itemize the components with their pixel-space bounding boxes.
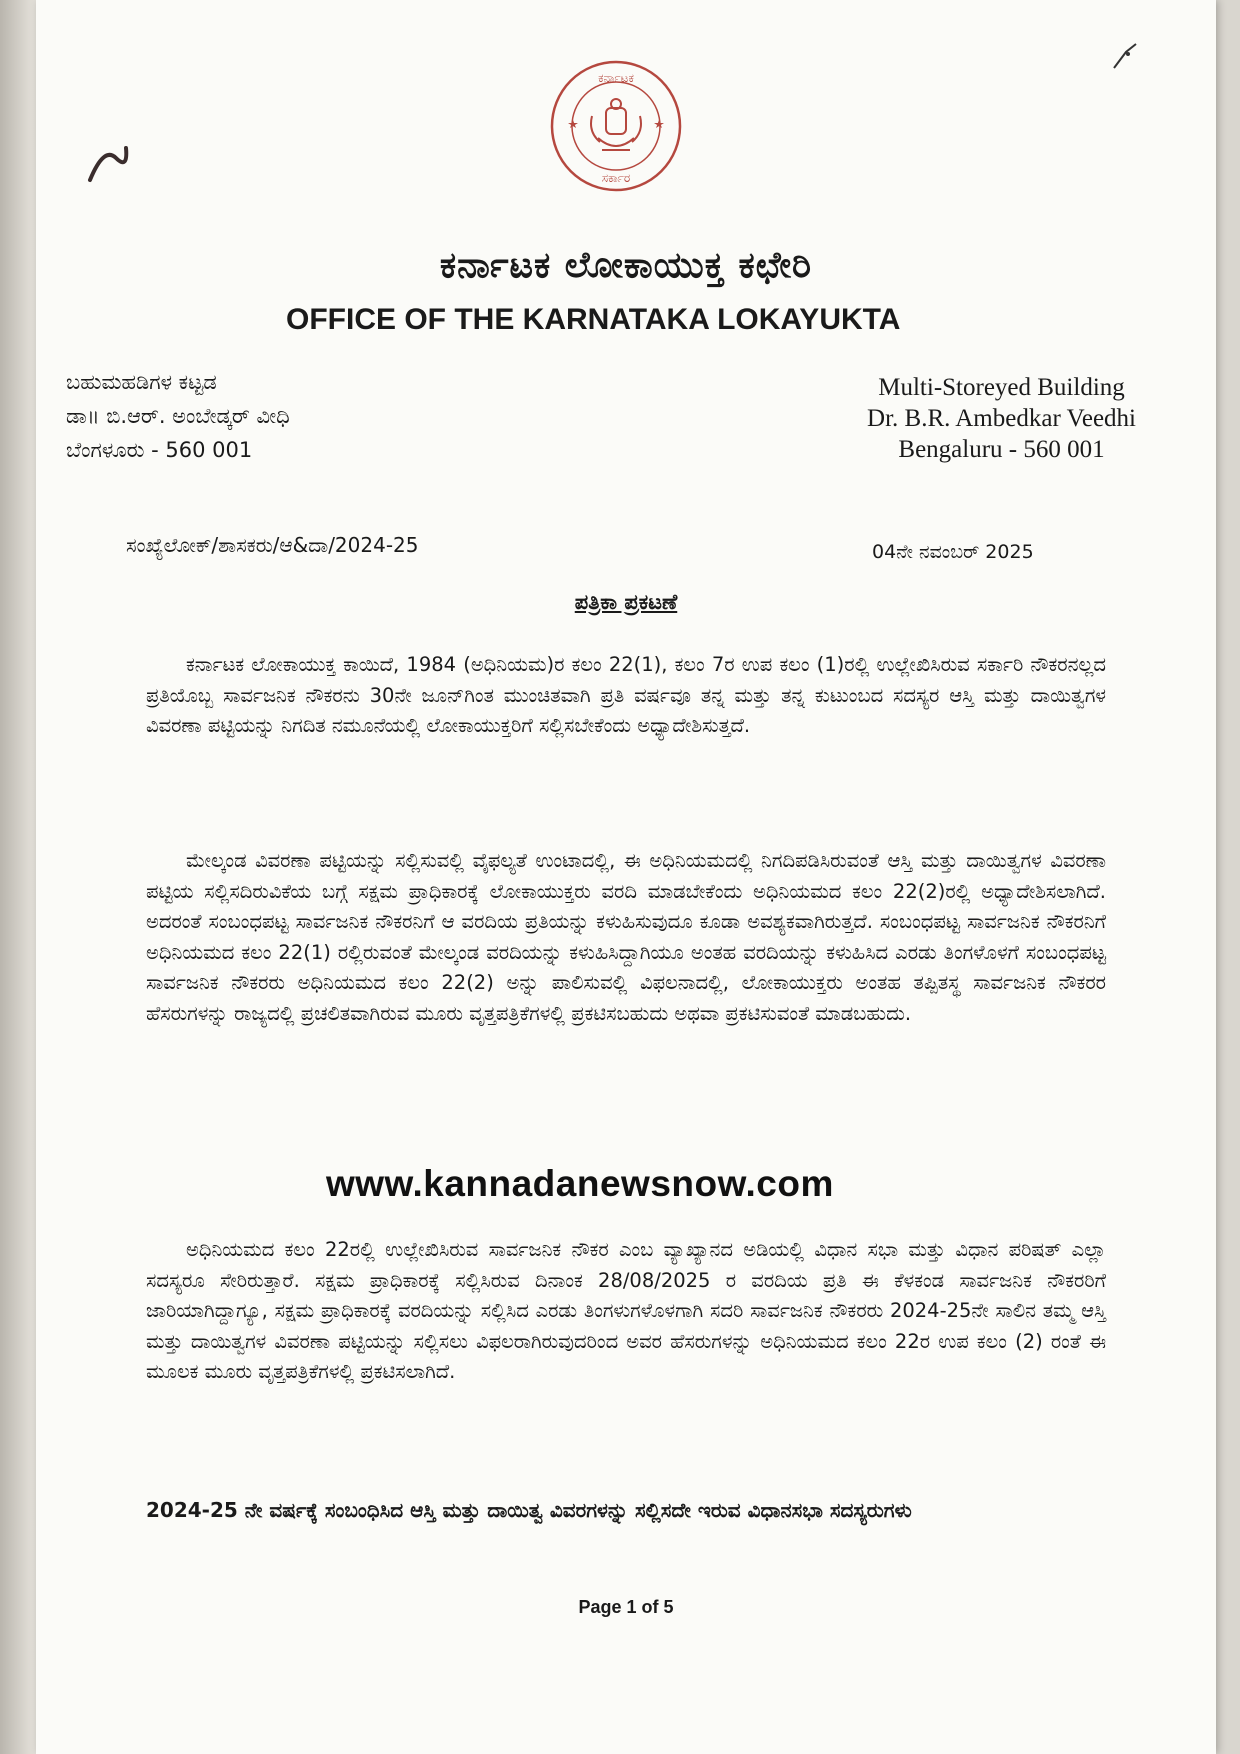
address-english-line: Multi-Storeyed Building <box>878 374 1125 401</box>
address-english <box>867 372 1136 465</box>
office-title-english: OFFICE OF THE KARNATAKA LOKAYUKTA <box>286 303 901 336</box>
ink-speck <box>1106 38 1146 78</box>
body-paragraph: ಕರ್ನಾಟಕ ಲೋಕಾಯುಕ್ತ ಕಾಯಿದೆ, 1984 (ಅಧಿನಿಯಮ)ರ ಕಲಂ 22(1), ಕಲಂ 7ರ ಉಪ ಕಲಂ (1)ರಲ್ಲಿ ಉಲ್ಲೇಖಿಸಿರುವ ಸರ್ಕಾರಿ ನೌಕರನಲ್ಲದ ಪ್ರತಿಯೊಬ್ಬ ಸಾರ್ವಜನಿಕ ನೌಕರನು 30ನೇ ಜೂನ್‌ಗಿಂತ ಮುಂಚಿತವಾಗಿ ಪ್ರತಿ ವರ್ಷವೂ ತನ್ನ ಮತ್ತು ತನ್ನ ಕುಟುಂಬದ ಸದಸ್ಯರ ಆಸ್ತಿ ಮತ್ತು ದಾಯಿತ್ವಗಳ ವಿವರಣಾ ಪಟ್ಟಿಯನ್ನು ನಿಗದಿತ ನಮೂನೆಯಲ್ಲಿ ಲೋಕಾಯುಕ್ತರಿಗೆ ಸಲ್ಲಿಸಬೇಕೆಂದು ಅಧ್ಯಾದೇಶಿಸುತ್ತದೆ. <box>146 653 1106 737</box>
document-page <box>36 0 1216 1754</box>
address-kannada <box>66 365 290 467</box>
reference-number: ಸಂಖ್ಯೆಲೋಕ್/ಶಾಸಕರು/ಆ&ದಾ/2024-25 <box>126 533 419 557</box>
office-title-kannada: ಕರ್ನಾಟಕ ಲೋಕಾಯುಕ್ತ ಕಛೇರಿ <box>439 245 813 286</box>
address-kannada-line: ಬೆಂಗಳೂರು - 560 001 <box>66 438 253 462</box>
emblem-ring-top-text: ಕರ್ನಾಟಕ <box>598 71 634 85</box>
address-english-line: Dr. B.R. Ambedkar Veedhi <box>867 405 1136 432</box>
karnataka-state-emblem <box>548 58 684 194</box>
list-subheading: 2024-25 ನೇ ವರ್ಷಕ್ಕೆ ಸಂಬಂಧಿಸಿದ ಆಸ್ತಿ ಮತ್ತು ದಾಯಿತ್ವ ವಿವರಗಳನ್ನು ಸಲ್ಲಿಸದೇ ಇರುವ ವಿಧಾನಸಭಾ ಸದಸ್ಯರುಗಳು <box>146 1498 912 1522</box>
press-release-heading: ಪತ್ರಿಕಾ ಪ್ರಕಟಣೆ <box>574 590 678 614</box>
website-watermark: www.kannadanewsnow.com <box>326 1163 834 1204</box>
emblem-ring-bottom-text: ಸರ್ಕಾರ <box>601 171 631 185</box>
address-kannada-line: ಡಾ॥ ಬಿ.ಆರ್. ಅಂಬೇಡ್ಕರ್ ವೀಧಿ <box>66 404 290 428</box>
page-number: Page 1 of 5 <box>578 1597 674 1617</box>
address-kannada-line: ಬಹುಮಹಡಿಗಳ ಕಟ್ಟಡ <box>66 370 217 394</box>
body-paragraph: ಮೇಲ್ಕಂಡ ವಿವರಣಾ ಪಟ್ಟಿಯನ್ನು ಸಲ್ಲಿಸುವಲ್ಲಿ ವೈಫಲ್ಯತೆ ಉಂಟಾದಲ್ಲಿ, ಈ ಅಧಿನಿಯಮದಲ್ಲಿ ನಿಗದಿಪಡಿಸಿರುವಂತೆ ಆಸ್ತಿ ಮತ್ತು ದಾಯಿತ್ವಗಳ ವಿವರಣಾ ಪಟ್ಟಿಯ ಸಲ್ಲಿಸದಿರುವಿಕೆಯ ಬಗ್ಗೆ ಸಕ್ಷಮ ಪ್ರಾಧಿಕಾರಕ್ಕೆ ಲೋಕಾಯುಕ್ತರು ವರದಿ ಮಾಡಬೇಕೆಂದು ಅಧಿನಿಯಮದ ಕಲಂ 22(2)ರಲ್ಲಿ ಅಧ್ಯಾದೇಶಿಸಲಾಗಿದೆ. ಅದರಂತೆ ಸಂಬಂಧಪಟ್ಟ ಸಾರ್ವಜನಿಕ ನೌಕರನಿಗೆ ಆ ವರದಿಯ ಪ್ರತಿಯನ್ನು ಕಳುಹಿಸುವುದೂ ಕೂಡಾ ಅವಶ್ಯಕವಾಗಿರುತ್ತದೆ. ಸಂಬಂಧಪಟ್ಟ ಸಾರ್ವಜನಿಕ ನೌಕರನಿಗೆ ಅಧಿನಿಯಮದ ಕಲಂ 22(1) ರಲ್ಲಿರುವಂತೆ ಮೇಲ್ಕಂಡ ವರದಿಯನ್ನು ಕಳುಹಿಸಿದ್ದಾಗಿಯೂ ಅಂತಹ ವರದಿಯನ್ನು ಕಳುಹಿಸಿದ ಎರಡು ತಿಂಗಳೊಳಗೆ ಸಂಬಂಧಪಟ್ಟ ಸಾರ್ವಜನಿಕ ನೌಕರರು ಅಧಿನಿಯಮದ ಕಲಂ 22(2) ಅನ್ನು ಪಾಲಿಸುವಲ್ಲಿ ವಿಫಲನಾದಲ್ಲಿ, ಲೋಕಾಯುಕ್ತರು ಅಂತಹ ತಪ್ಪಿತಸ್ಥ ಸಾರ್ವಜನಿಕ ನೌಕರರ ಹೆಸರುಗಳನ್ನು ರಾಜ್ಯದಲ್ಲಿ ಪ್ರಚಲಿತವಾಗಿರುವ ಮೂರು ವೃತ್ತಪತ್ರಿಕೆಗಳಲ್ಲಿ ಪ್ರಕಟಿಸಬಹುದು ಅಥವಾ ಪ್ರಕಟಿಸುವಂತೆ ಮಾಡಬಹುದು. <box>146 849 1106 1025</box>
page-edge-shadow <box>0 0 36 1754</box>
body-paragraph: ಅಧಿನಿಯಮದ ಕಲಂ 22ರಲ್ಲಿ ಉಲ್ಲೇಖಿಸಿರುವ ಸಾರ್ವಜನಿಕ ನೌಕರ ಎಂಬ ವ್ಯಾಖ್ಯಾನದ ಅಡಿಯಲ್ಲಿ ವಿಧಾನ ಸಭಾ ಮತ್ತು ವಿಧಾನ ಪರಿಷತ್ ಎಲ್ಲಾ ಸದಸ್ಯರೂ ಸೇರಿರುತ್ತಾರೆ. ಸಕ್ಷಮ ಪ್ರಾಧಿಕಾರಕ್ಕೆ ಸಲ್ಲಿಸಿರುವ ದಿನಾಂಕ 28/08/2025 ರ ವರದಿಯ ಪ್ರತಿ ಈ ಕೆಳಕಂಡ ಸಾರ್ವಜನಿಕ ನೌಕರರಿಗೆ ಜಾರಿಯಾಗಿದ್ದಾಗ್ಯೂ, ಸಕ್ಷಮ ಪ್ರಾಧಿಕಾರಕ್ಕೆ ವರದಿಯನ್ನು ಸಲ್ಲಿಸಿದ ಎರಡು ತಿಂಗಳುಗಳೊಳಗಾಗಿ ಸದರಿ ಸಾರ್ವಜನಿಕ ನೌಕರರು 2024-25ನೇ ಸಾಲಿನ ತಮ್ಮ ಆಸ್ತಿ ಮತ್ತು ದಾಯಿತ್ವಗಳ ವಿವರಣಾ ಪಟ್ಟಿಯನ್ನು ಸಲ್ಲಿಸಲು ವಿಫಲರಾಗಿರುವುದರಿಂದ ಅವರ ಹೆಸರುಗಳನ್ನು ಅಧಿನಿಯಮದ ಕಲಂ 22ರ ಉಪ ಕಲಂ (2) ರಂತೆ ಈ ಮೂಲಕ ಮೂರು ವೃತ್ತಪತ್ರಿಕೆಗಳಲ್ಲಿ ಪ್ರಕಟಿಸಲಾಗಿದೆ. <box>146 1238 1106 1383</box>
binding-string <box>86 140 130 184</box>
address-english-line: Bengaluru - 560 001 <box>898 436 1105 463</box>
document-date: 04ನೇ ನವಂಬರ್ 2025 <box>872 541 1034 563</box>
